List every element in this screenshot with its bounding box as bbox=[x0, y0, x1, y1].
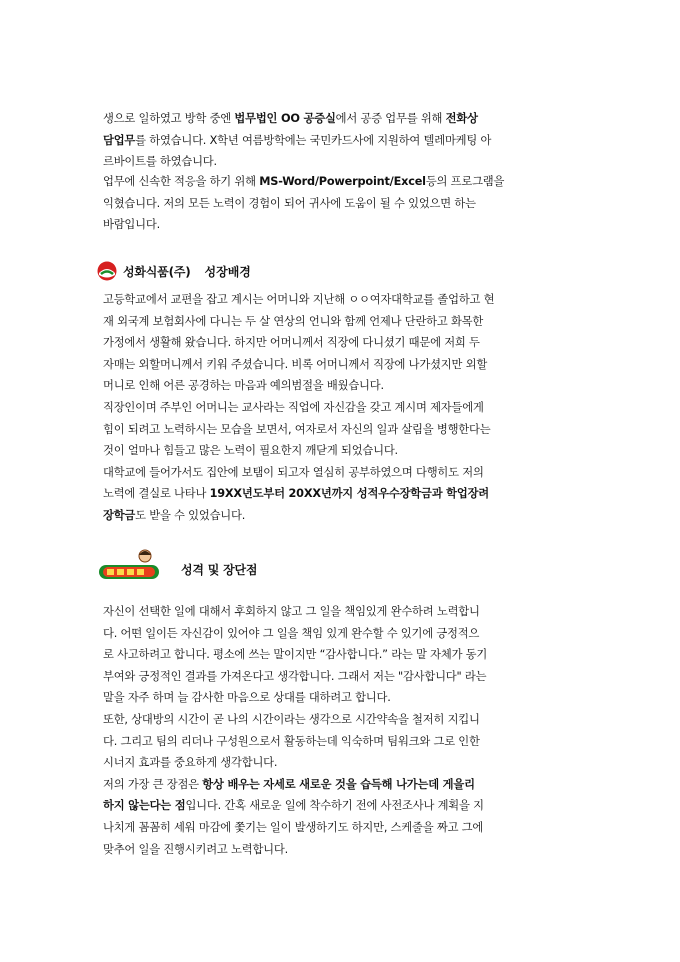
text-line: 직장인이며 주부인 어머니는 교사라는 직업에 자신감을 갖고 계시며 제자들에게 bbox=[103, 400, 484, 414]
text-line bbox=[103, 795, 581, 817]
personality-paragraph bbox=[103, 601, 581, 860]
text-span: 노력에 결실로 나타나 bbox=[103, 487, 210, 501]
study-logo-icon bbox=[97, 547, 163, 583]
bold-text: 19XX년도부터 20XX년까지 성적우수장학금과 학업장려 bbox=[209, 487, 490, 501]
intro-paragraph-1 bbox=[103, 108, 581, 173]
text-line: 가정에서 생활해 왔습니다. 하지만 어머니께서 직장에 다니셨기 때문에 저희 두 bbox=[103, 336, 480, 350]
text-line: 다. 어떤 일이든 자신감이 있어야 그 일을 책임 있게 완수할 수 있기에 긍정적으 bbox=[103, 626, 480, 640]
text-line: 머니로 인해 어른 공경하는 마음과 예의범절을 배웠습니다. bbox=[103, 379, 384, 393]
text-line: 익혔습니다. 저의 모든 노력이 경험이 되어 귀사에 도움이 될 수 있었으면 하는 bbox=[103, 196, 476, 210]
text-span: 저의 가장 큰 장점은 bbox=[103, 777, 203, 791]
company-logo-icon bbox=[97, 261, 117, 281]
text-line: 맞추어 일을 진행시키려고 노력합니다. bbox=[103, 842, 288, 856]
section-heading-personality bbox=[97, 556, 257, 582]
company-name: 성화식품(주) bbox=[123, 264, 191, 279]
text-span: 생으로 일하였고 방학 중엔 bbox=[103, 112, 235, 125]
bold-text: MS-Word/Powerpoint/Excel bbox=[259, 175, 426, 188]
section-heading-growth bbox=[97, 258, 251, 284]
text-line: 부여와 긍정적인 결과를 가져온다고 생각합니다. 그래서 저는 "감사합니다" 라는 bbox=[103, 669, 487, 683]
text-line: 자신이 선택한 일에 대해서 후회하지 않고 그 일을 책임있게 완수하려 노력합니 bbox=[103, 605, 480, 618]
bold-text: 법무법인 OO 공증실 bbox=[234, 112, 336, 125]
growth-paragraph bbox=[103, 289, 581, 527]
text-line bbox=[103, 108, 581, 130]
text-line: 로 사고하려고 합니다. 평소에 쓰는 말이지만 “감사합니다.” 라는 말 자체가 동기 bbox=[103, 648, 488, 662]
text-line bbox=[103, 130, 581, 152]
intro-paragraph-2 bbox=[103, 171, 581, 236]
text-line: 시너지 효과를 중요하게 생각합니다. bbox=[103, 756, 278, 770]
text-line: 말을 자주 하며 늘 감사한 마음으로 상대를 대하려고 합니다. bbox=[103, 691, 391, 705]
section-title: 성장배경 bbox=[204, 264, 251, 279]
section-title: 성격 및 장단점 bbox=[181, 562, 258, 577]
text-line bbox=[103, 483, 581, 505]
bold-text: 하지 않는다는 점 bbox=[103, 799, 186, 813]
text-line: 힘이 되려고 노력하시는 모습을 보면서, 여자로서 자신의 일과 살림을 병행한다는 bbox=[103, 422, 491, 436]
text-line bbox=[103, 505, 581, 527]
text-line: 것이 얼마나 힘들고 많은 노력이 필요한지 깨닫게 되었습니다. bbox=[103, 444, 398, 458]
bold-text: 장학금 bbox=[103, 508, 136, 522]
text-span: 입니다. 간혹 새로운 일에 착수하기 전에 사전조사나 계획을 지 bbox=[185, 799, 484, 813]
text-span: 를 하였습니다. X학년 여름방학에는 국민카드사에 지원하여 텔레마케팅 아 bbox=[135, 133, 492, 147]
text-line bbox=[103, 171, 581, 193]
text-line: 재 외국계 보험회사에 다니는 두 살 연상의 언니와 함께 언제나 단란하고 화목한 bbox=[103, 314, 484, 328]
text-line: 자매는 외할머니께서 키워 주셨습니다. 비록 어머니께서 직장에 나가셨지만 외할 bbox=[103, 357, 488, 371]
text-line: 또한, 상대방의 시간이 곧 나의 시간이라는 생각으로 시간약속을 철저히 지킵니 bbox=[103, 712, 480, 726]
text-span: 업무에 신속한 적응을 하기 위해 bbox=[103, 175, 260, 188]
text-line bbox=[103, 774, 581, 796]
bold-text: 전화상 bbox=[445, 112, 478, 125]
text-line: 다. 그리고 팀의 리더나 구성원으로서 활동하는데 익숙하며 팀워크와 그로 인한 bbox=[103, 734, 480, 748]
text-span: 등의 프로그램을 bbox=[425, 175, 505, 188]
text-line: 고등학교에서 교편을 잡고 계시는 어머니와 지난해 ㅇㅇ여자대학교를 졸업하고 현 bbox=[103, 293, 495, 306]
text-line: 바람입니다. bbox=[103, 218, 160, 232]
text-span: 에서 공증 업무를 위해 bbox=[335, 112, 446, 125]
bold-text: 항상 배우는 자세로 새로운 것을 습득해 나가는데 게을리 bbox=[202, 777, 475, 791]
bold-text: 담업무 bbox=[103, 133, 136, 147]
text-span: 도 받을 수 있었습니다. bbox=[135, 508, 246, 522]
text-line: 나치게 꼼꼼히 세워 마감에 쫓기는 일이 발생하기도 하지만, 스케줄을 짜고 그에 bbox=[103, 820, 484, 834]
text-line: 대학교에 들어가서도 집안에 보탬이 되고자 열심히 공부하였으며 다행히도 저의 bbox=[103, 465, 484, 479]
text-line: 르바이트를 하였습니다. bbox=[103, 155, 217, 169]
